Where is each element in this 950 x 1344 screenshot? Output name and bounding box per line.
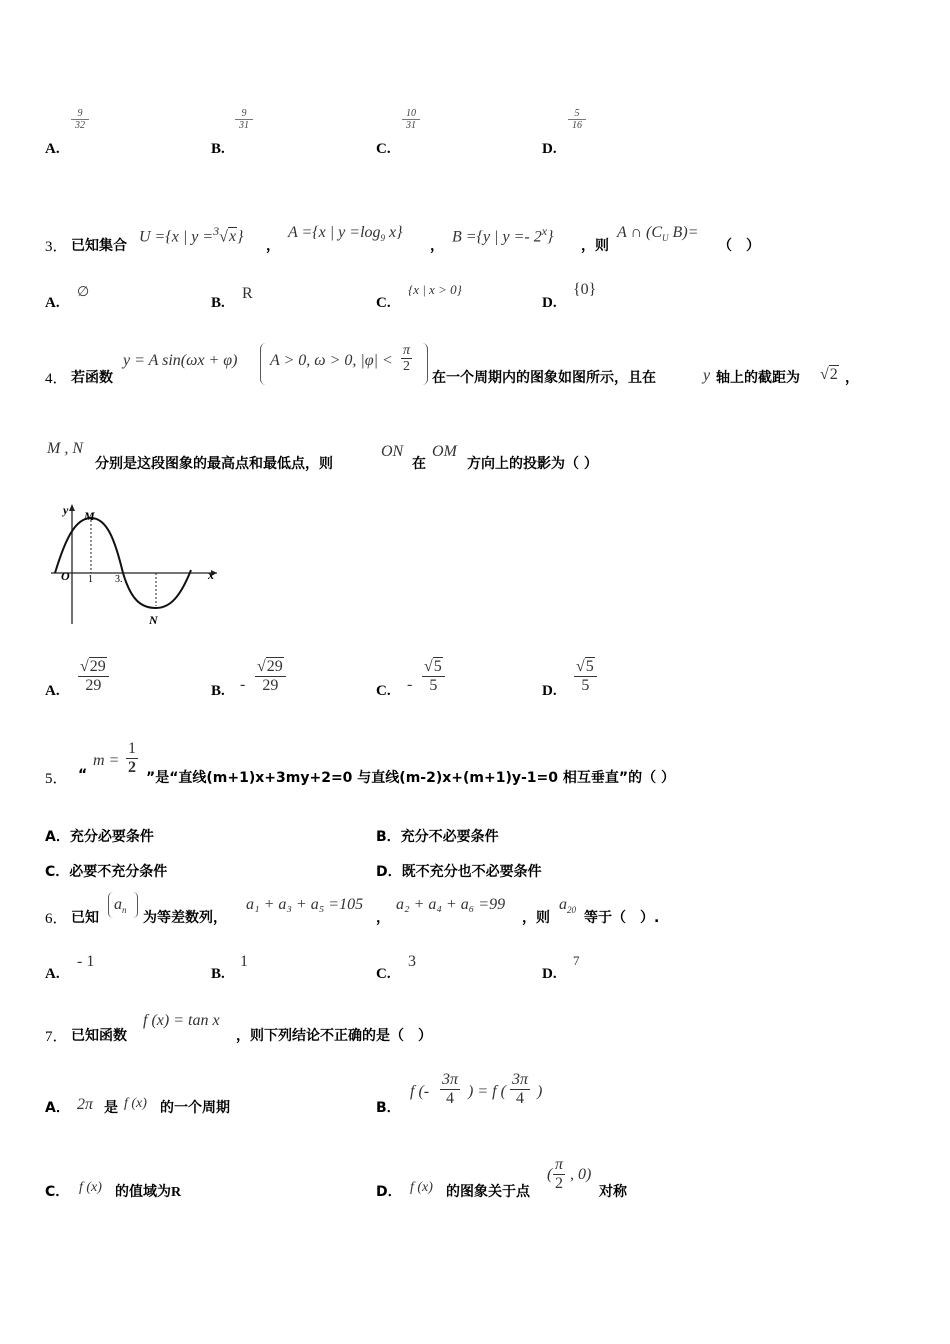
q5-b-label: B． — [376, 829, 401, 845]
y-axis-arrow — [69, 504, 75, 511]
q7-d-text2: 对称 — [599, 1184, 627, 1200]
q3-set-u-close: } — [237, 228, 244, 246]
q4-option-d-label: D. — [542, 683, 557, 699]
q7-text: ，则下列结论不正确的是（ ） — [236, 1028, 432, 1044]
graph-origin-label: O — [61, 569, 70, 583]
q3-option-b-value: R — [242, 285, 253, 302]
q4-d-rad: 5 — [585, 658, 594, 675]
q5-d-label: D． — [376, 864, 402, 880]
q6-a20-a: a — [559, 896, 567, 913]
q7-function: f (x) = tan x — [143, 1012, 220, 1029]
q2-option-c-label: C. — [376, 141, 391, 157]
q7-c-r: R — [171, 1185, 182, 1200]
q3-log-base: 9 — [380, 233, 386, 244]
q3-set-b — [452, 224, 553, 246]
q6-seq-a: a — [114, 896, 122, 913]
q3-set-u-text: U ={x | y = — [139, 228, 214, 246]
q7-a-math: 2π — [77, 1096, 94, 1113]
q7-prefix: 已知函数 — [71, 1028, 127, 1044]
q4-d-den: 5 — [581, 676, 590, 694]
q6-option-c-label: C. — [376, 966, 391, 982]
q4-c-den: 5 — [429, 676, 438, 694]
q2-c-den: 31 — [406, 120, 416, 131]
q6-comma: ， — [376, 910, 390, 926]
q3-set-b-close: } — [547, 228, 554, 246]
q3-then: ，则 — [581, 238, 609, 254]
q3-expr-sub: U — [662, 233, 669, 244]
q6-option-b-label: B. — [211, 966, 225, 982]
q3-number: 3． — [45, 239, 68, 255]
q3-option-c-label: C. — [376, 295, 391, 311]
graph-min-label: N — [149, 613, 158, 627]
q3-exp: x — [541, 224, 548, 238]
q4-line2-text-1: 分别是这段图象的最高点和最低点，则 — [95, 456, 333, 472]
q3-set-a-text: A ={x | y =log — [288, 224, 381, 241]
q2-option-d-label: D. — [542, 141, 557, 157]
q2-option-b-fraction — [235, 108, 253, 132]
q4-condition-fraction — [401, 343, 412, 375]
q5-a-text: 充分必要条件 — [69, 829, 154, 845]
q3-radicand: x — [228, 228, 237, 246]
q5-den: 2 — [128, 758, 136, 776]
q6-text-2: ，则 — [522, 910, 550, 926]
q4-y-var: y — [703, 367, 711, 384]
q3-set-a — [288, 224, 403, 243]
q7-b-right-fraction — [510, 1071, 530, 1107]
q6-option-b-value: 1 — [240, 953, 248, 970]
q4-b-den: 29 — [262, 676, 279, 694]
q6-a20-sub: 20 — [567, 905, 576, 916]
graph-tick-3: 3. — [115, 574, 123, 585]
q6-seq-sub: n — [122, 905, 127, 916]
q4-number: 4． — [45, 371, 68, 387]
q2-option-a-label: A. — [45, 141, 60, 157]
q5-number: 5． — [45, 771, 68, 787]
q3-paren: （ ） — [718, 238, 760, 254]
q5-option-b — [376, 826, 499, 846]
q2-d-den: 16 — [572, 120, 582, 131]
q4-intercept: √2 — [820, 366, 838, 383]
q4-b-rad: 29 — [266, 658, 283, 675]
graph-tick-1: 1 — [88, 574, 93, 585]
q7-d-text: 的图象关于点 — [446, 1184, 530, 1200]
q7-b-end: ) — [537, 1083, 543, 1100]
graph-max-label: M — [84, 509, 95, 523]
q5-c-text: 必要不充分条件 — [69, 864, 168, 880]
q7-number: 7． — [45, 1029, 68, 1045]
q4-condition: A > 0, ω > 0, |φ| < — [270, 352, 393, 369]
q2-a-den: 32 — [75, 120, 85, 131]
q5-c-label: C． — [45, 864, 70, 880]
q6-text-1: 为等差数列， — [143, 910, 227, 926]
q7-d-pnum: π — [555, 1156, 564, 1173]
q7-a-text2: 的一个周期 — [160, 1100, 230, 1116]
q4-cond-den: 2 — [403, 359, 410, 375]
q3-prefix: 已知集合 — [71, 238, 127, 254]
q5-option-a — [45, 826, 154, 846]
q3-set-u: U ={x | y =$^3$√x} — [139, 224, 244, 246]
q4-text-2: 轴上的截距为 — [716, 370, 800, 386]
q7-option-a-label: A． — [45, 1100, 70, 1116]
q7-b-left-fraction — [440, 1071, 460, 1107]
q2-option-c-fraction — [402, 108, 420, 132]
q7-d-end: , 0) — [570, 1166, 592, 1183]
q4-function: y = A sin(ωx + φ) — [123, 352, 238, 369]
q3-expr-text: A ∩ (C — [617, 224, 663, 241]
q3-expr-end: B)= — [668, 224, 699, 241]
q3-comma-1: ， — [266, 238, 280, 254]
q6-a20 — [559, 896, 576, 915]
q2-option-b-label: B. — [211, 141, 225, 157]
q7-b-lnum: 3π — [442, 1071, 459, 1088]
q7-c-text-body: 的值域为 — [115, 1184, 171, 1200]
q5-num: 1 — [128, 740, 136, 757]
q3-option-d-label: D. — [542, 295, 557, 311]
q5-option-d — [376, 861, 542, 881]
q2-b-den: 31 — [239, 120, 249, 131]
q3-comma-2: ， — [430, 238, 444, 254]
q4-option-b-label: B. — [211, 683, 225, 699]
q4-on: ON — [381, 443, 404, 460]
q6-eq-2: a₂ + a₄ + a₆ =99 — [396, 896, 506, 913]
q3-root-index: 3 — [213, 224, 220, 238]
q3-option-d-value: {0} — [573, 281, 597, 298]
q4-prefix: 若函数 — [71, 370, 113, 386]
q2-b-num: 9 — [235, 108, 253, 120]
q4-a-rad: 29 — [89, 658, 106, 675]
q5-m-eq: m = — [93, 752, 120, 769]
q7-b-rnum: 3π — [512, 1071, 529, 1088]
q6-option-d-value: 7 — [573, 953, 580, 968]
q7-b-mid: ) = f ( — [468, 1083, 506, 1100]
q4-option-c-fraction: $\frac{√5}{5}$ — [422, 658, 445, 694]
q4-option-b-fraction: $\frac{√29}{29}$ — [255, 658, 286, 694]
q2-a-num: 9 — [71, 108, 89, 120]
q6-prefix: 已知 — [71, 910, 99, 926]
q4-option-c-label: C. — [376, 683, 391, 699]
q3-option-b-label: B. — [211, 295, 225, 311]
q7-c-text — [115, 1181, 181, 1201]
sine-curve — [55, 518, 191, 608]
q6-option-d-label: D. — [542, 966, 557, 982]
q4-cond-num: π — [403, 343, 411, 358]
q5-open-quote: “ — [78, 767, 88, 783]
q4-line2-text-2: 在 — [412, 456, 426, 472]
q7-d-pden: 2 — [555, 1174, 563, 1192]
q4-line2-text-3: 方向上的投影为（ ） — [467, 456, 598, 472]
q3-expression — [617, 224, 698, 243]
q7-a-math2: f (x) — [124, 1096, 147, 1111]
q6-seq — [114, 896, 127, 915]
q7-option-b-label: B． — [376, 1100, 401, 1116]
q5-fraction — [126, 740, 138, 776]
q6-option-a-value: - 1 — [77, 953, 95, 970]
q7-b-lhs: f (- — [410, 1083, 430, 1100]
q3-option-a-value: ∅ — [77, 285, 90, 300]
q7-option-c-label: C． — [45, 1184, 70, 1200]
q4-sine-graph — [45, 500, 225, 630]
q3-option-c-value: {x | x > 0} — [408, 282, 462, 297]
q4-tail: ， — [845, 370, 859, 386]
graph-x-label: x — [208, 568, 214, 582]
q4-option-a-fraction: $\frac{√29}{29}$ — [78, 658, 109, 694]
q2-option-a-fraction — [71, 108, 89, 132]
q7-a-text: 是 — [104, 1100, 118, 1116]
q7-b-rden: 4 — [516, 1089, 524, 1107]
q5-d-text: 既不充分也不必要条件 — [401, 864, 542, 880]
q4-om: OM — [432, 443, 457, 460]
q6-option-c-value: 3 — [408, 953, 416, 970]
q5-option-c — [45, 861, 167, 881]
q6-text-3: 等于（ ）. — [584, 910, 660, 926]
q4-b-sign: - — [240, 676, 246, 693]
q4-intercept-rad: 2 — [829, 366, 838, 383]
q6-eq-1: a₁ + a₃ + a₅ =105 — [246, 896, 364, 913]
q3-option-a-label: A. — [45, 295, 60, 311]
q4-mn: M , N — [47, 440, 83, 457]
q3-set-b-text: B ={y | y =- 2 — [452, 228, 542, 246]
q2-c-num: 10 — [402, 108, 420, 120]
q7-d-math: f (x) — [410, 1180, 433, 1195]
q4-a-den: 29 — [85, 676, 102, 694]
q4-option-a-label: A. — [45, 683, 60, 699]
q5-a-label: A． — [45, 829, 70, 845]
q7-d-fraction — [553, 1156, 565, 1192]
q4-c-sign: - — [407, 676, 413, 693]
q7-d-open: ( — [547, 1166, 553, 1183]
q6-option-a-label: A. — [45, 966, 60, 982]
q4-option-d-fraction: $\frac{√5}{5}$ — [574, 658, 597, 694]
q4-c-rad: 5 — [433, 658, 442, 675]
q7-option-d-label: D． — [376, 1184, 402, 1200]
q7-b-lden: 4 — [446, 1089, 454, 1107]
q2-option-d-fraction — [568, 108, 586, 132]
q2-d-num: 5 — [568, 108, 586, 120]
graph-y-label: y — [63, 503, 69, 517]
q3-set-a-end: x} — [385, 224, 403, 241]
q7-c-math: f (x) — [79, 1180, 102, 1195]
q4-text-1: 在一个周期内的图象如图所示，且在 — [432, 370, 656, 386]
q6-number: 6． — [45, 911, 68, 927]
q5-text: ”是“直线(m+1)x+3my+2=0 与直线(m-2)x+(m+1)y-1=0 相互垂直”的（ ） — [146, 770, 675, 786]
q5-b-text: 充分不必要条件 — [400, 829, 499, 845]
